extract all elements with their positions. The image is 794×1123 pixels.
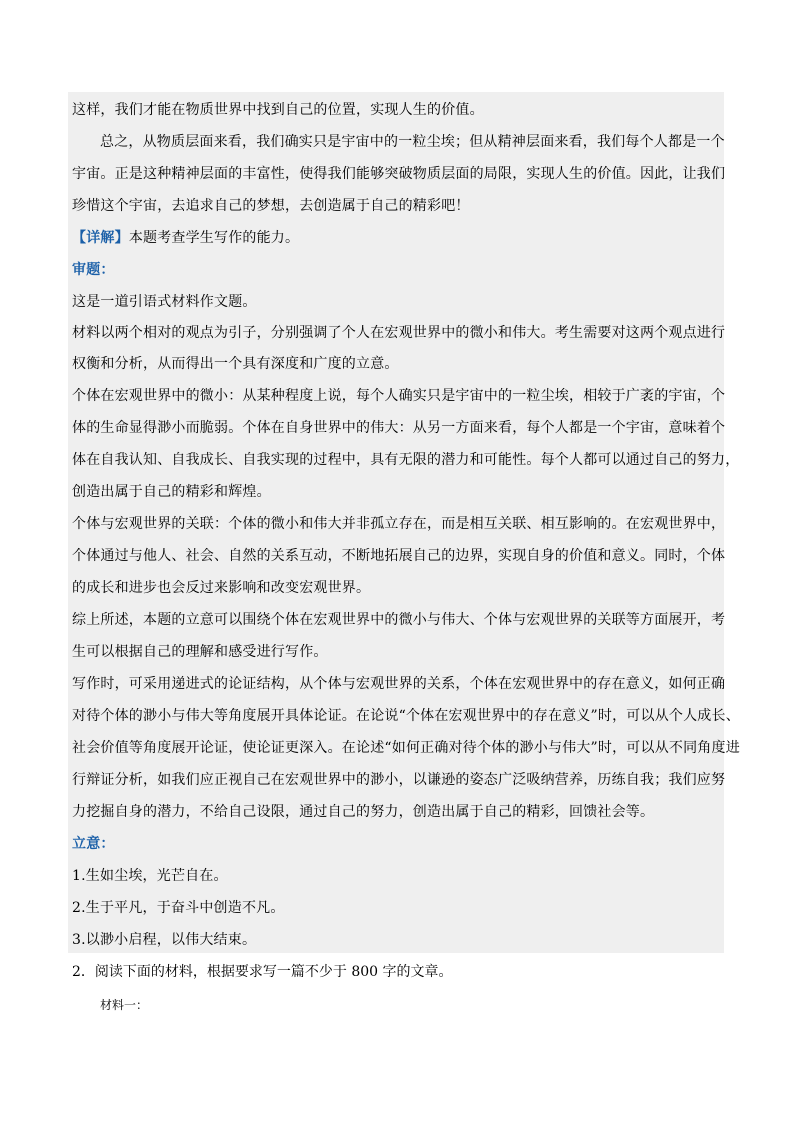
essay-line: 珍惜这个宇宙，去追求自己的梦想，去创造属于自己的精彩吧！: [72, 198, 470, 214]
review-line: 写作时，可采用递进式的论证结构，从个体与宏观世界的关系，个体在宏观世界中的存在意义，如何正确: [72, 676, 726, 692]
review-line: 个体通过与他人、社会、自然的关系互动，不断地拓展自己的边界，实现自身的价值和意义。同时，个体: [72, 548, 726, 564]
idea-item: 1.生如尘埃，光芒自在。: [72, 868, 228, 884]
review-line: 个体与宏观世界的关联：个体的微小和伟大并非孤立存在，而是相互关联、相互影响的。在宏观世界中，: [72, 516, 726, 532]
review-line: 的成长和进步也会反过来影响和改变宏观世界。: [72, 580, 371, 596]
review-line: 对待个体的渺小与伟大等角度展开具体论证。在论说“个体在宏观世界中的存在意义”时，可以从个人成长、: [72, 708, 740, 724]
detail-text: 本题考查学生写作的能力。: [128, 230, 300, 246]
question-2-prompt: 2．阅读下面的材料，根据要求写一篇不少于 800 字的文章。: [72, 964, 453, 980]
review-line: 社会价值等角度展开论证，使论证更深入。在论述“如何正确对待个体的渺小与伟大”时，可以从不同角度进: [72, 740, 740, 756]
review-line: 材料以两个相对的观点为引子，分别强调了个人在宏观世界中的微小和伟大。考生需要对这两个观点进行: [72, 325, 726, 341]
review-line: 体在自我认知、自我成长、自我实现的过程中，具有无限的潜力和可能性。每个人都可以通过自己的努力，: [72, 452, 740, 468]
idea-item: 3.以渺小启程，以伟大结束。: [72, 932, 257, 948]
essay-line: 宇宙。正是这种精神层面的丰富性，使得我们能够突破物质层面的局限，实现人生的价值。因此，让我们: [72, 166, 726, 182]
review-line: 行辩证分析，如我们应正视自己在宏观世界中的渺小，以谦逊的姿态广泛吸纳营养，历练自我；我们应努: [72, 772, 726, 788]
review-line: 创造出属于自己的精彩和辉煌。: [72, 484, 271, 500]
essay-line: 总之，从物质层面来看，我们确实只是宇宙中的一粒尘埃；但从精神层面来看，我们每个人都是一个: [100, 134, 725, 150]
review-line: 力挖掘自身的潜力，不给自己设限，通过自己的努力，创造出属于自己的精彩，回馈社会等。: [72, 804, 655, 820]
review-line: 生可以根据自己的理解和感受进行写作。: [72, 644, 328, 660]
review-line: 个体在宏观世界中的微小：从某种程度上说，每个人确实只是宇宙中的一粒尘埃，相较于广袤的宇宙，个: [72, 388, 726, 404]
essay-line: 这样，我们才能在物质世界中找到自己的位置，实现人生的价值。: [72, 102, 484, 118]
review-line: 权衡和分析，从而得出一个具有深度和广度的立意。: [72, 356, 399, 372]
material-label: 材料一：: [100, 998, 149, 1012]
review-line: 综上所述，本题的立意可以围绕个体在宏观世界中的微小与伟大、个体与宏观世界的关联等方面展开，考: [72, 612, 726, 628]
detail-line: [72, 228, 299, 248]
review-heading: 审题：: [72, 262, 115, 278]
ideas-heading: 立意：: [72, 836, 115, 852]
detail-label: 【详解】: [72, 230, 129, 246]
idea-item: 2.生于平凡，于奋斗中创造不凡。: [72, 900, 285, 916]
review-line: 这是一道引语式材料作文题。: [72, 294, 257, 310]
review-line: 体的生命显得渺小而脆弱。个体在自身世界中的伟大：从另一方面来看，每个人都是一个宇宙，意味着个: [72, 420, 726, 436]
